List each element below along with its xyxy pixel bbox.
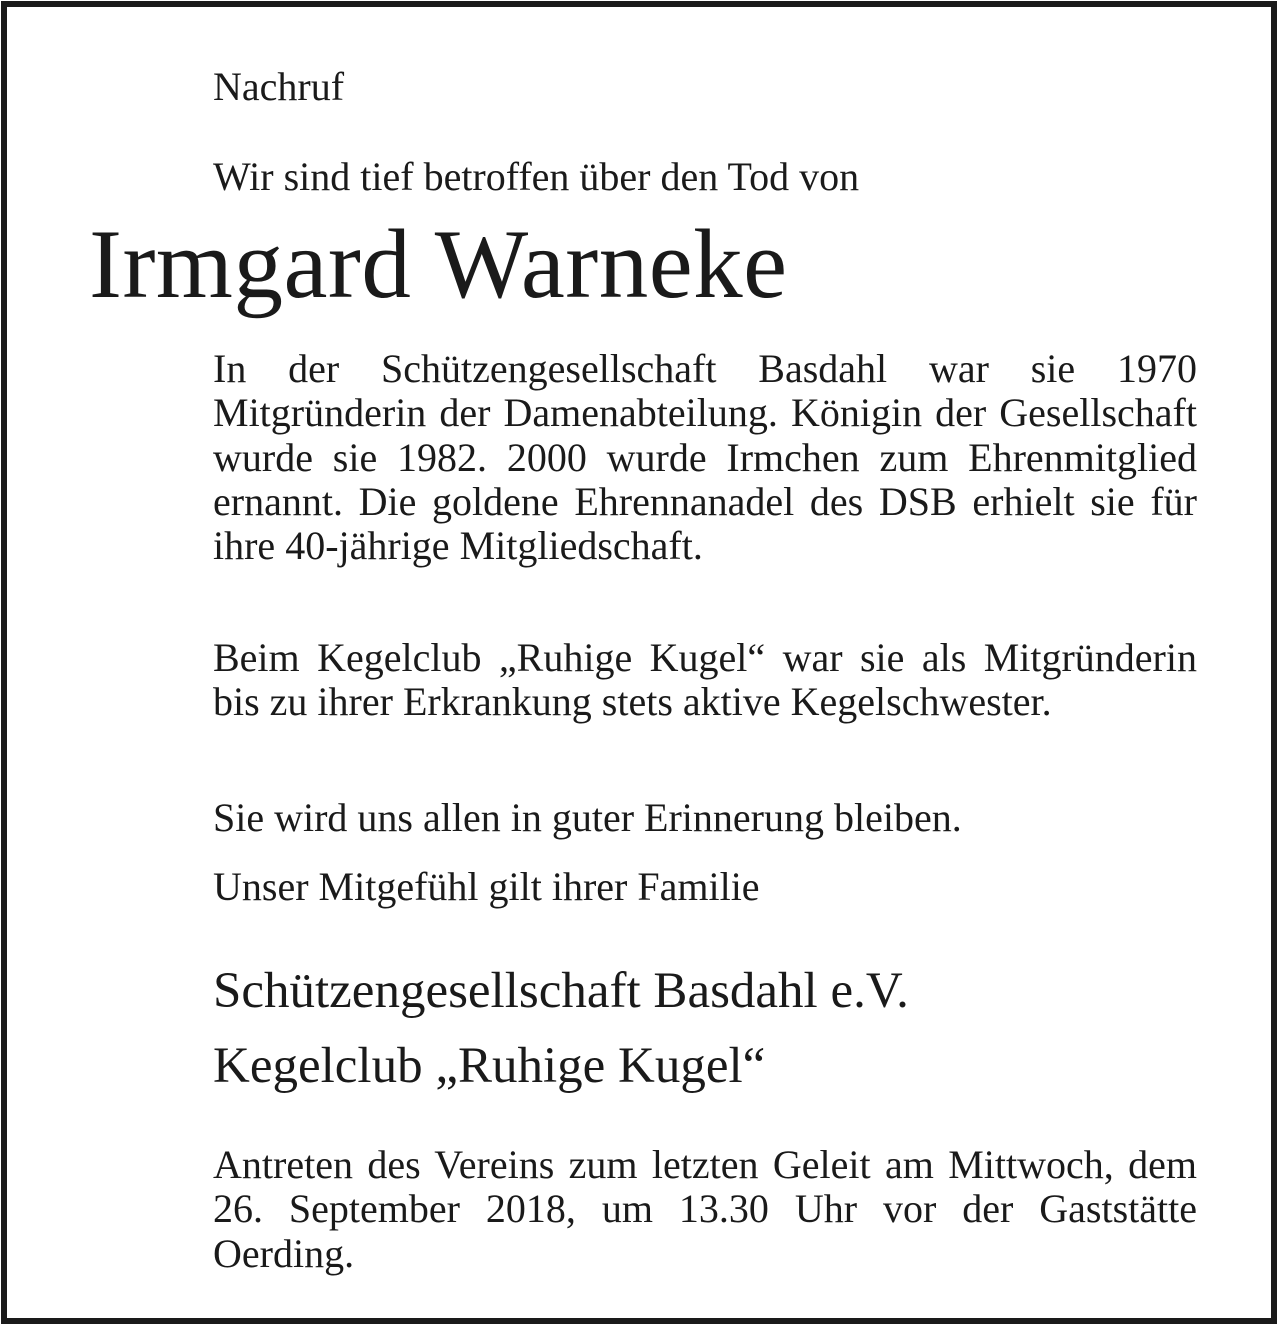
organization-bowling-club: Kegelclub „Ruhige Kugel“ — [213, 1038, 766, 1094]
remembrance-line: Sie wird uns allen in guter Erinnerung bleiben. — [213, 795, 962, 840]
obituary-notice — [1, 1, 1277, 1324]
memorial-paragraph-shooting-club: In der Schützengesellschaft Basdahl war sie 1970 Mitgründerin der Damenabteilung. Königin der Gesellschaft wurde sie 1982. 2000 wurde Irmchen zum Ehrenmitglied ernannt. Die goldene Ehrennanadel des DSB erhielt sie für ihre 40-jährige Mitgliedschaft. — [213, 346, 1197, 569]
deceased-name: Irmgard Warneke — [89, 210, 788, 319]
memorial-paragraph-bowling-club: Beim Kegelclub „Ruhige Kugel“ war sie als Mitgründerin bis zu ihrer Erkrankung stets aktive Kegelschwester. — [213, 635, 1197, 725]
notice-intro: Wir sind tief betroffen über den Tod von — [213, 154, 860, 199]
condolence-line: Unser Mitgefühl gilt ihrer Familie — [213, 864, 760, 909]
funeral-notice: Antreten des Vereins zum letzten Geleit am Mittwoch, dem 26. September 2018, um 13.30 Uhr vor der Gaststätte Oerding. — [213, 1142, 1197, 1276]
notice-heading: Nachruf — [213, 64, 345, 109]
organization-shooting-club: Schützengesellschaft Basdahl e.V. — [213, 963, 909, 1019]
